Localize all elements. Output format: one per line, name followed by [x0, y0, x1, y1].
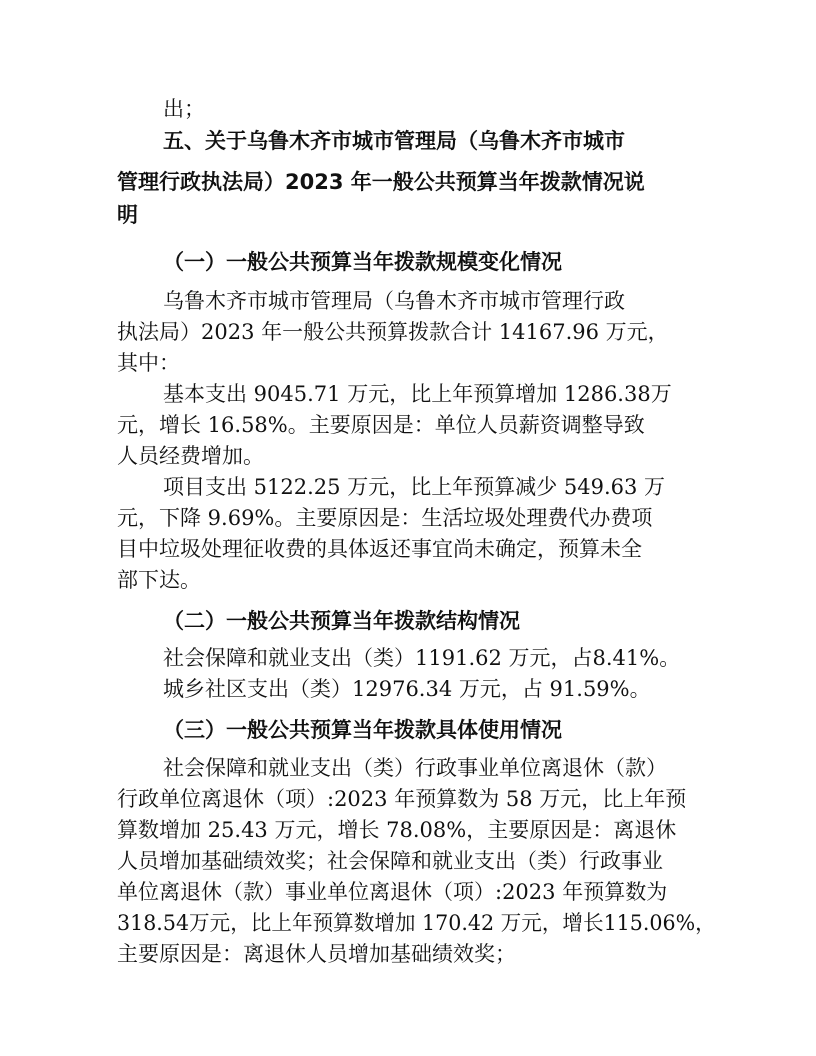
text-line: 部下达。 — [117, 568, 201, 592]
subsection-heading: （二）一般公共预算当年拨款结构情况 — [163, 609, 520, 633]
text-line: 318.54万元，比上年预算数增加 170.42 万元，增长115.06%， — [117, 911, 716, 935]
text-line: 出； — [163, 97, 205, 121]
subsection-heading: （三）一般公共预算当年拨款具体使用情况 — [163, 718, 562, 742]
text-line: 元，增长 16.58%。主要原因是：单位人员薪资调整导致 — [117, 413, 645, 437]
text-line: 目中垃圾处理征收费的具体返还事宜尚未确定，预算未全 — [117, 537, 642, 561]
text-line: 基本支出 9045.71 万元，比上年预算增加 1286.38万 — [163, 382, 672, 406]
text-line: 其中： — [117, 351, 180, 375]
section-title-line: 明 — [117, 203, 138, 227]
text-line: 主要原因是：离退休人员增加基础绩效奖； — [117, 942, 516, 966]
text-line: 项目支出 5122.25 万元，比上年预算减少 549.63 万 — [163, 475, 666, 499]
text-line: 单位离退休（款）事业单位离退休（项）:2023 年预算数为 — [117, 880, 668, 904]
text-line: 人员经费增加。 — [117, 444, 264, 468]
text-line: 乌鲁木齐市城市管理局（乌鲁木齐市城市管理行政 — [163, 289, 625, 313]
text-line: 算数增加 25.43 万元，增长 78.08%，主要原因是：离退休 — [117, 818, 677, 842]
subsection-heading: （一）一般公共预算当年拨款规模变化情况 — [163, 250, 562, 274]
section-title-line: 管理行政执法局）2023 年一般公共预算当年拨款情况说 — [117, 170, 645, 194]
text-line: 执法局）2023 年一般公共预算拨款合计 14167.96 万元， — [117, 320, 669, 344]
text-line: 城乡社区支出（类）12976.34 万元，占 91.59%。 — [163, 677, 651, 701]
text-line: 元，下降 9.69%。主要原因是：生活垃圾处理费代办费项 — [117, 506, 653, 530]
text-line: 社会保障和就业支出（类）行政事业单位离退休（款） — [163, 756, 667, 780]
text-line: 社会保障和就业支出（类）1191.62 万元，占8.41%。 — [163, 646, 681, 670]
section-title-line: 五、关于乌鲁木齐市城市管理局（乌鲁木齐市城市 — [163, 129, 625, 153]
text-line: 行政单位离退休（项）:2023 年预算数为 58 万元，比上年预 — [117, 787, 687, 811]
text-line: 人员增加基础绩效奖；社会保障和就业支出（类）行政事业 — [117, 849, 663, 873]
